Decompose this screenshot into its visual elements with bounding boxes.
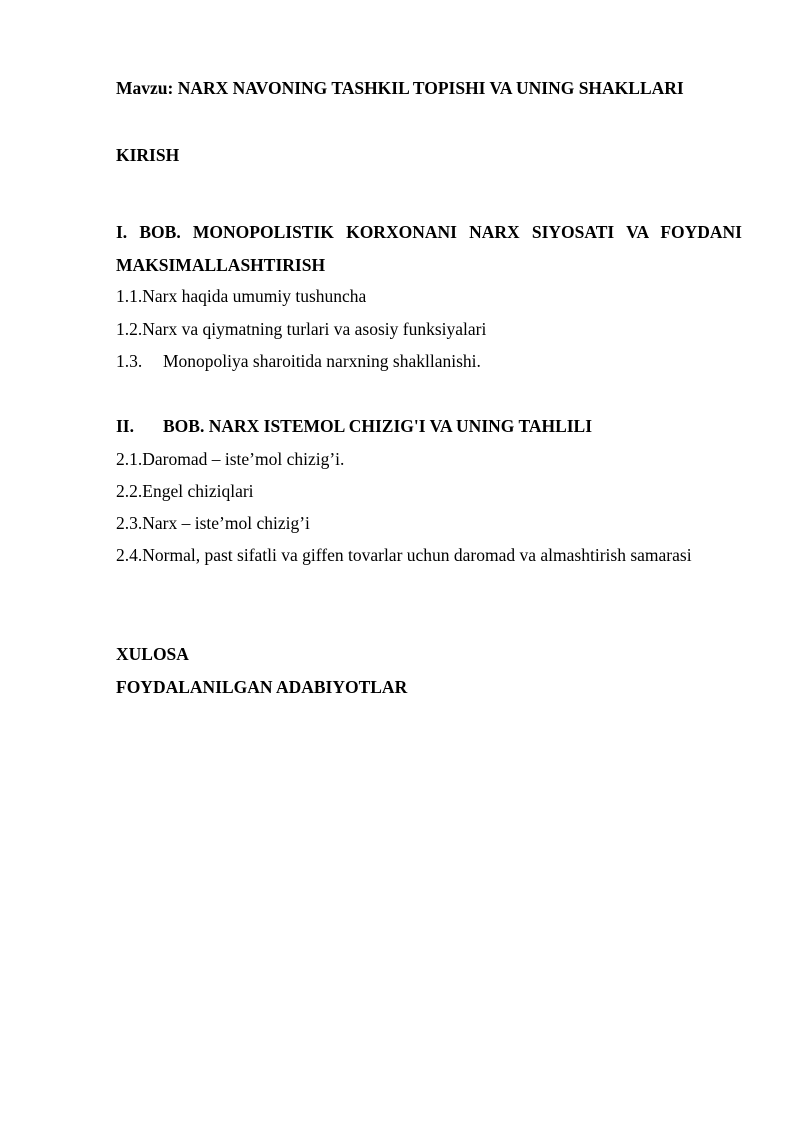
chapter2-heading	[116, 415, 592, 437]
toc-item-number: 1.2.	[116, 319, 143, 339]
toc-item-text: Monopoliya sharoitida narxning shakllanishi.	[163, 351, 481, 371]
toc-item-text: Narx – iste’mol chizig’i	[142, 513, 310, 533]
toc-item-number: 1.1.	[116, 286, 143, 306]
toc-item-number: 2.2.	[116, 481, 143, 501]
toc-item-number: 2.1.	[116, 449, 143, 469]
toc-item-text: Engel chiziqlari	[142, 481, 254, 501]
document-title: Mavzu: NARX NAVONING TASHKIL TOPISHI VA UNING SHAKLLARI	[116, 78, 684, 98]
toc-item-2-1	[116, 448, 344, 470]
toc-item-number: 1.3.	[116, 351, 143, 371]
toc-item-number: 2.3.	[116, 513, 143, 533]
toc-item-1-1	[116, 285, 366, 307]
toc-item-1-3	[116, 350, 481, 372]
toc-item-1-2	[116, 318, 486, 340]
toc-item-text: Narx va qiymatning turlari va asosiy funksiyalari	[142, 319, 487, 339]
toc-item-text: Normal, past sifatli va giffen tovarlar uchun daromad va almashtirish samarasi	[142, 545, 692, 565]
chapter2-number: II.	[116, 416, 134, 436]
toc-item-2-4	[116, 539, 742, 572]
toc-item-text: Daromad – iste’mol chizig’i.	[142, 449, 345, 469]
conclusion-heading: XULOSA	[116, 644, 189, 664]
chapter2-title: BOB. NARX ISTEMOL CHIZIG'I VA UNING TAHLILI	[163, 416, 593, 436]
toc-item-text: Narx haqida umumiy tushuncha	[142, 286, 367, 306]
toc-item-number: 2.4.	[116, 545, 143, 565]
intro-heading: KIRISH	[116, 145, 180, 165]
references-heading: FOYDALANILGAN ADABIYOTLAR	[116, 677, 408, 697]
toc-item-2-2	[116, 480, 254, 502]
chapter1-heading: I. BOB. MONOPOLISTIK KORXONANI NARX SIYOSATI VA FOYDANI MAKSIMALLASHTIRISH	[116, 222, 742, 275]
toc-item-2-3	[116, 512, 310, 534]
